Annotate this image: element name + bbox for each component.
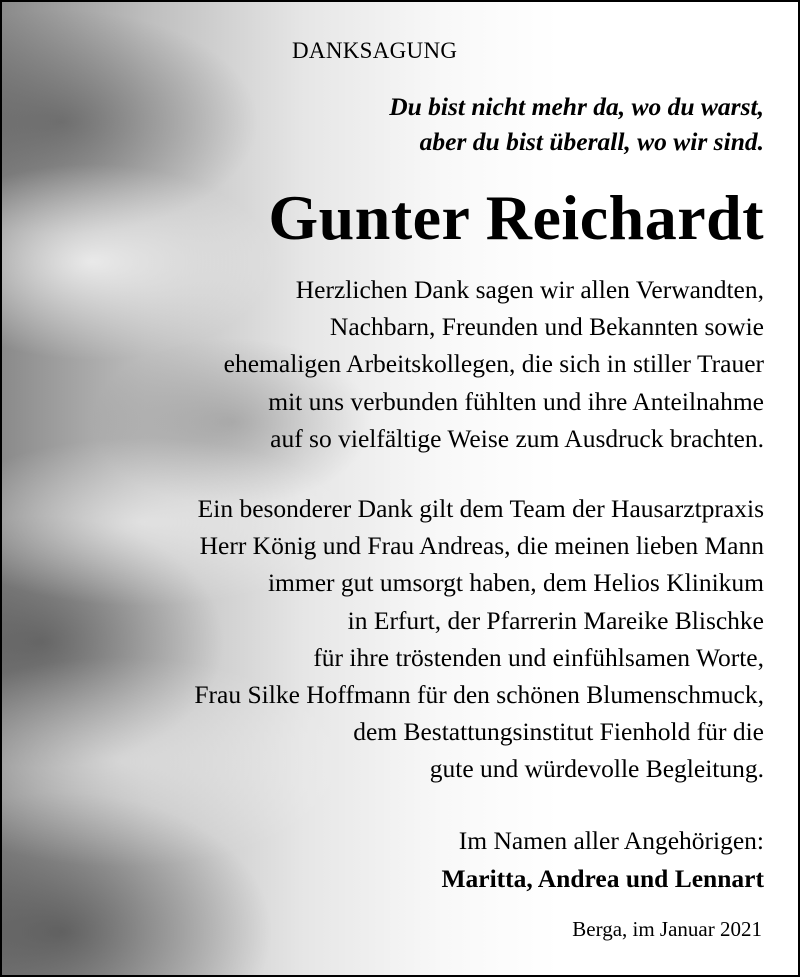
- text-line: auf so vielfältige Weise zum Ausdruck brachten.: [270, 423, 764, 453]
- thanks-paragraph-1: [224, 271, 764, 457]
- place-date: Berga, im Januar 2021: [572, 917, 762, 941]
- text-line: Herzlichen Dank sagen wir allen Verwandten,: [295, 275, 764, 304]
- text-line: immer gut umsorgt haben, dem Helios Klinikum: [267, 568, 764, 598]
- motto-quote: [389, 89, 764, 159]
- text-line: dem Bestattungsinstitut Fienhold für die: [353, 717, 764, 747]
- signature-names: Maritta, Andrea und Lennart: [441, 864, 764, 893]
- text-line: in Erfurt, der Pfarrerin Mareike Blischke: [347, 605, 764, 635]
- text-line: Ein besonderer Dank gilt dem Team der Hausarztpraxis: [197, 494, 764, 523]
- text-line: Herr König und Frau Andreas, die meinen lieben Mann: [199, 531, 764, 561]
- notice-heading: DANKSAGUNG: [292, 38, 458, 63]
- signature-label: Im Namen aller Angehörigen:: [458, 826, 764, 855]
- text-line: Frau Silke Hoffmann für den schönen Blumenschmuck,: [194, 680, 764, 710]
- motto-line: aber du bist überall, wo wir sind.: [419, 127, 764, 156]
- text-line: für ihre tröstenden und einfühlsamen Worte,: [313, 642, 764, 672]
- deceased-name: Gunter Reichardt: [268, 182, 764, 253]
- text-line: ehemaligen Arbeitskollegen, die sich in stiller Trauer: [223, 349, 764, 379]
- text-line: Nachbarn, Freunden und Bekannten sowie: [329, 312, 764, 342]
- text-line: gute und würdevolle Begleitung.: [429, 754, 764, 784]
- text-line: mit uns verbunden fühlten und ihre Anteilnahme: [268, 386, 764, 416]
- motto-line: Du bist nicht mehr da, wo du warst,: [389, 92, 764, 121]
- thanks-paragraph-2: [194, 490, 764, 788]
